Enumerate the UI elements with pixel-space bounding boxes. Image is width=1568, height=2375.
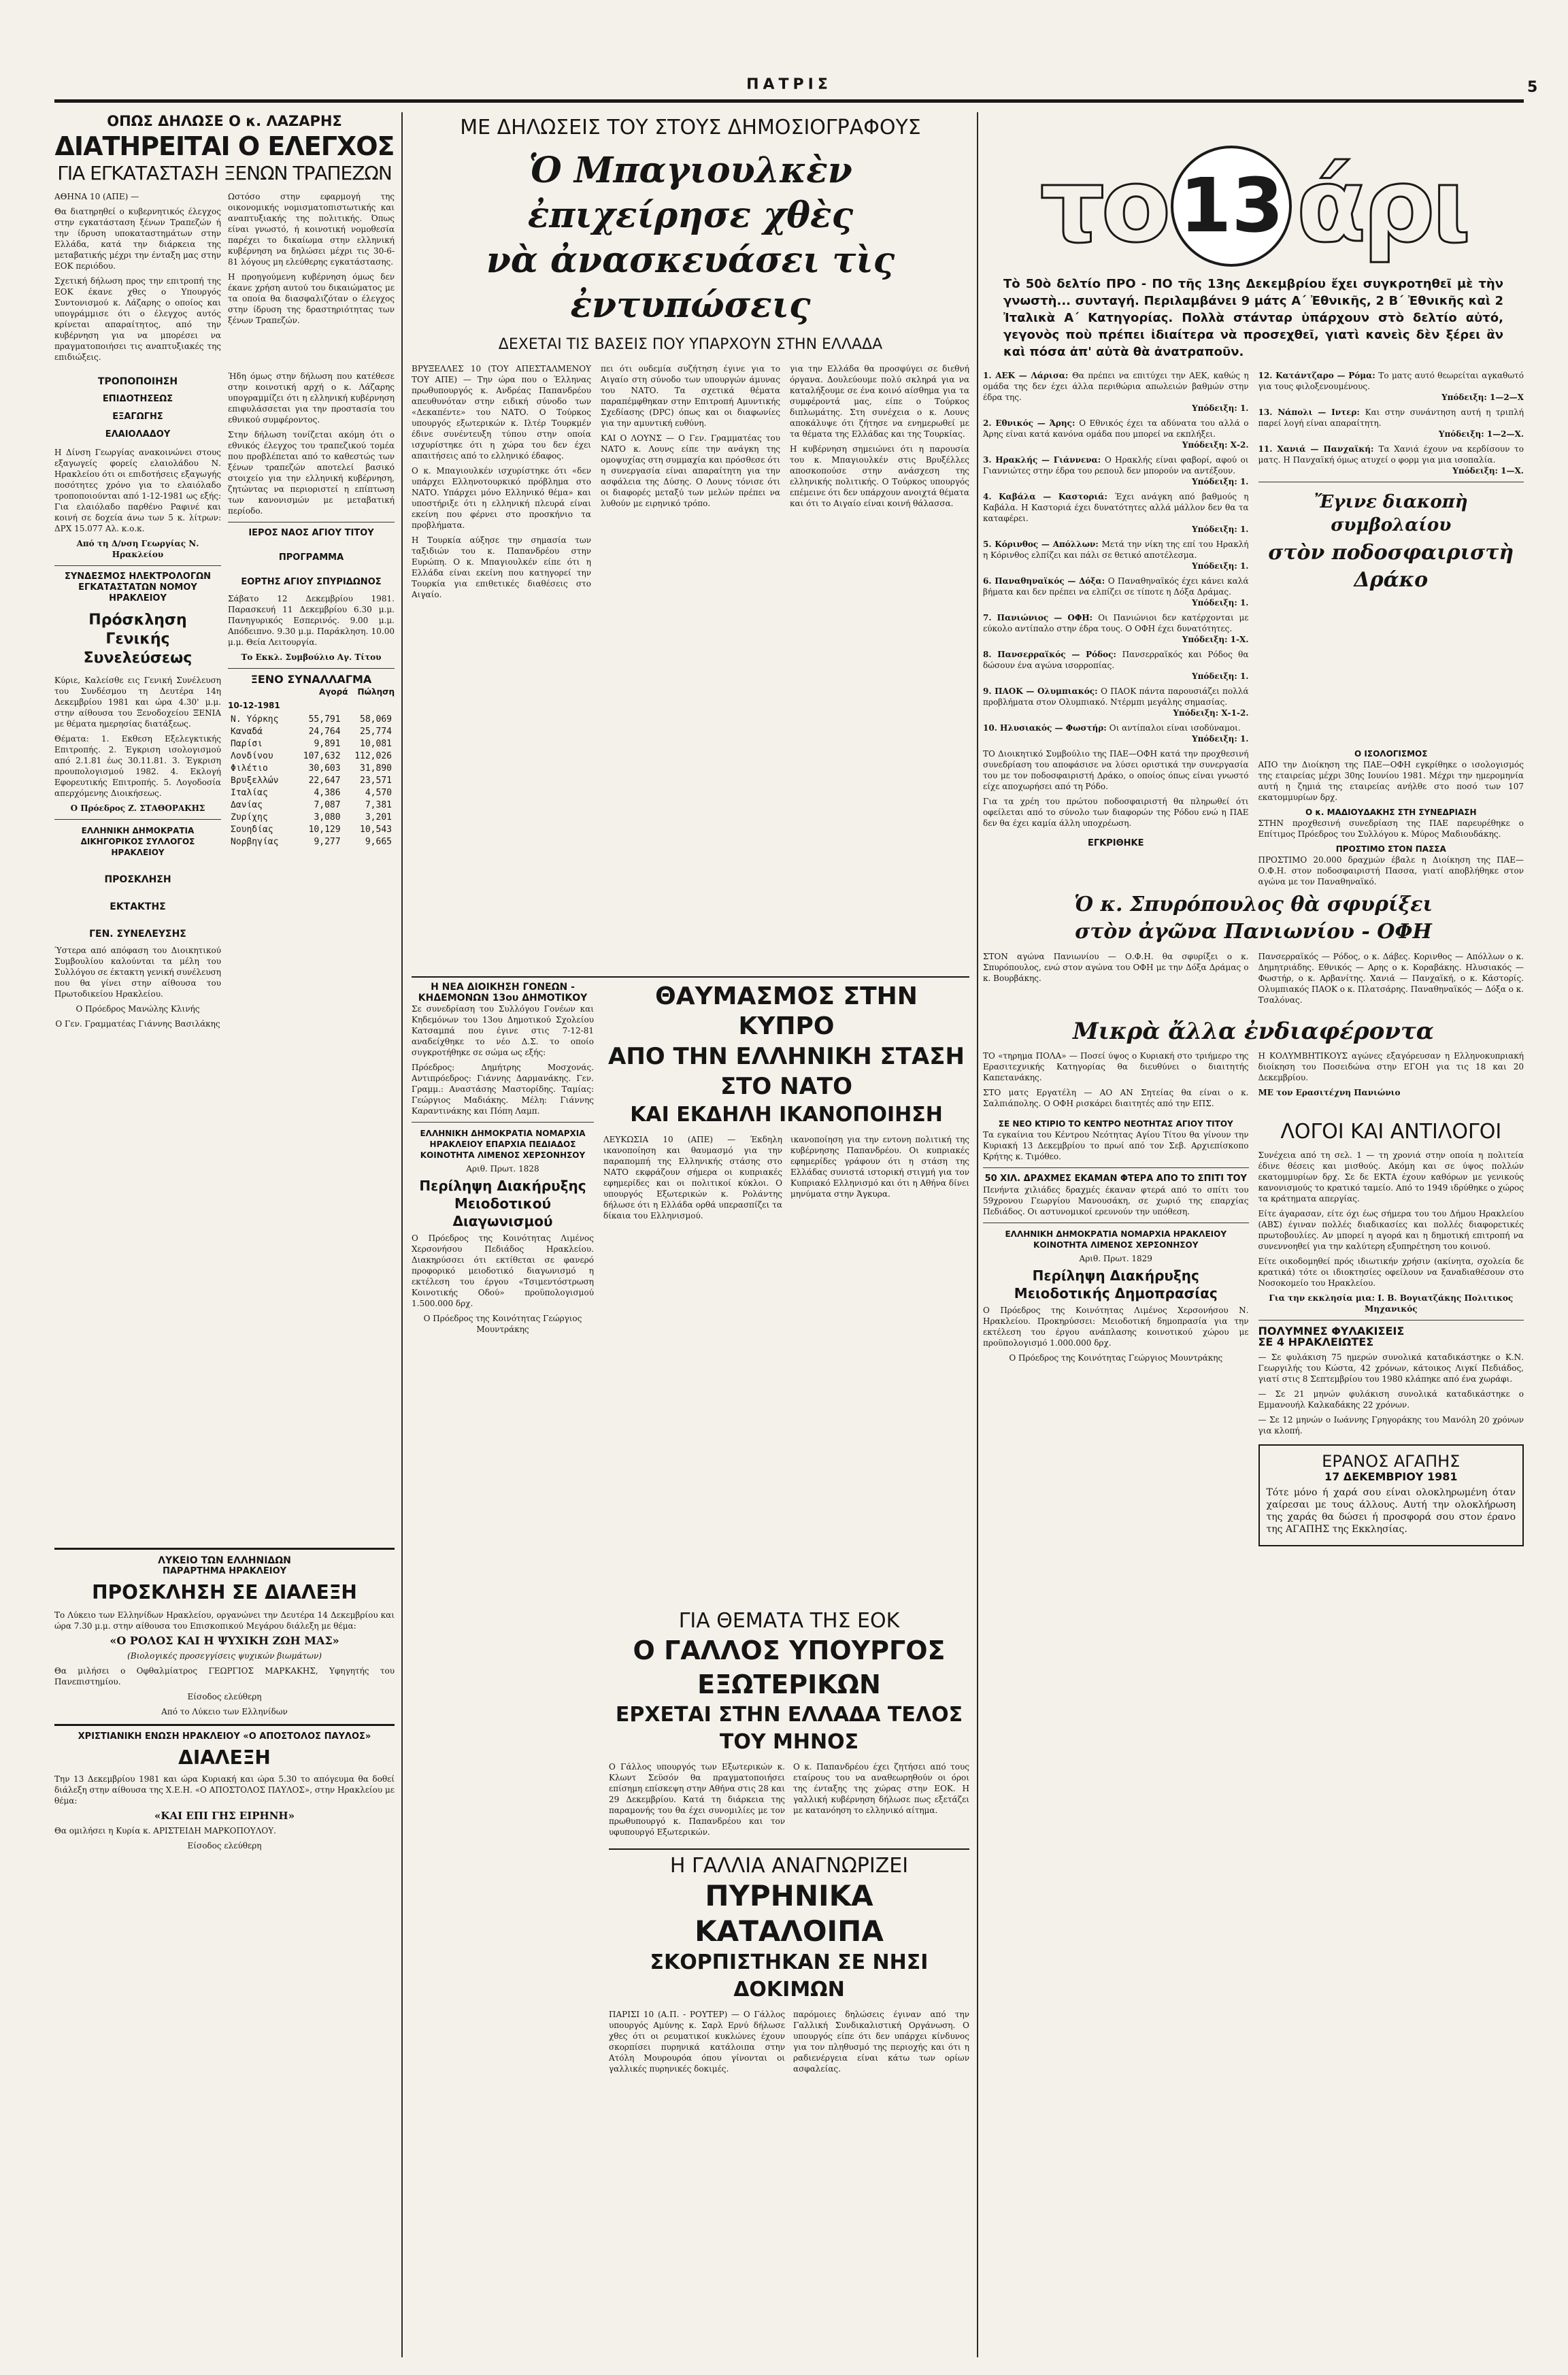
match-item xyxy=(983,370,1249,414)
notice-signature: Από τη Δ/νση Γεωργίας Ν. Ηρακλείου xyxy=(76,539,199,559)
match-item xyxy=(983,576,1249,608)
egkrithike-kicker: ΕΓΚΡΙΘΗΚΕ xyxy=(1088,838,1144,848)
match-prediction: Υπόδειξη: 1. xyxy=(1192,734,1249,744)
baillou-paragraph: πει ότι ουδεμία συζήτηση έγινε για το Αιγαίο στη σύνοδο των υπουργών άμυνας του ΝΑΤΟ. Τα σχετικά θέματα παραπέμφθηκαν στην Επιτροπή Αμυντικής Σχεδίασης (DPC) όπως και οι διαφωνίες για την αμυντική ευθύνη. xyxy=(601,364,780,428)
match-text: Πανσερραϊκός και Ρόδος θα δώσουν ένα αγώνα ισορροπίας. xyxy=(983,650,1249,670)
eortis-paragraph: Σάβατο 12 Δεκεμβρίου 1981. Παρασκευή 11 Δεκεμβρίου 6.30 μ.μ. Πανηγυρικός Εσπερινός. 9.00 μ.μ. Απόδειπνο. 9.30 μ.μ. Παράκληση. 10.00 μ.μ. Θεία Λειτουργία. xyxy=(228,594,395,647)
logoi-title: ΛΟΓΟΙ ΚΑΙ ΑΝΤΙΛΟΓΟΙ xyxy=(1280,1120,1502,1144)
xeno-row xyxy=(228,714,395,726)
fylakes-paragraph: — Σε φυλάκιση 75 ημερών συνολικά καταδικάστηκε ο Κ.Ν. Γεωργιλής του Κώστα, 42 χρόνων, κάτοικος Λιγκί Πεδιάδος, γιατί στις 8 Σεπτεμβρίου του 1980 κλάπηκε από ένα χωράφι. xyxy=(1258,1352,1524,1384)
egkrithike-title: Ὁ κ. Σπυρόπουλος θὰ σφυρίξει xyxy=(1074,893,1433,916)
xeno-rate: 4,570 xyxy=(365,788,392,798)
xeno-currency: Ζυρίχης xyxy=(231,812,268,823)
xeno-rate: 4,386 xyxy=(314,788,341,798)
match-prediction: Υπόδειξη: 1. xyxy=(1192,525,1249,534)
lazaris-subtitle: ΓΙΑ ΕΓΚΑΤΑΣΤΑΣΗ ΞΕΝΩΝ ΤΡΑΠΕΖΩΝ xyxy=(57,162,392,184)
lazaris-paragraph: Η προηγούμενη κυβέρνηση όμως δεν έκανε χρήση αυτού του δικαιώματος με τα οποία θα διασφαλιζόταν ο έλεγχος στην ίδρυση της δραστηριότητας των ξένων Τραπεζών. xyxy=(228,272,395,325)
drako-title-2: στὸν ποδοσφαιριστὴ Δράκο xyxy=(1268,541,1514,592)
xeno-row xyxy=(228,799,395,812)
eok-kicker: ΓΙΑ ΘΕΜΑΤΑ ΤΗΣ ΕΟΚ xyxy=(678,1609,900,1633)
xeno-rate: 22,647 xyxy=(308,776,341,786)
eok-title: Ο ΓΑΛΛΟΣ ΥΠΟΥΡΓΟΣ ΕΞΩΤΕΡΙΚΩΝ xyxy=(633,1635,946,1699)
baillou-paragraph: Η κυβέρνηση σημειώνει ότι η παρουσία του κ. Μπαγιουλκέν στις Βρυξέλλες αποσκοπούσε στην ανάσχεση της ελληνικής πολιτικής. Ο Τούρκος υπουργός επέμεινε ότι δεν υπάρχουν ανοιχτά θέματα και ότι το Αιγαίο είναι κοινή θάλασσα. xyxy=(790,444,969,508)
gallia-title: ΠΥΡΗΝΙΚΑ ΚΑΤΑΛΟΙΠΑ xyxy=(695,1879,884,1948)
match-prediction: Υπόδειξη: 1—2—Χ. xyxy=(1438,429,1524,439)
baillou-paragraph: ΒΡΥΞΕΛΛΕΣ 10 (ΤΟΥ ΑΠΕΣΤΑΛΜΕΝΟΥ ΤΟΥ ΑΠΕ) — Την ώρα που ο Έλληνας πρωθυπουργός κ. Ανδρέας Παπανδρέου απευθυνόταν στην ειδική σύνοδο των «Δεκαπέντε» του ΝΑΤΟ. Ο Τούρκος υπουργός εξωτερικών κ. Ιλτέρ Τουρκμέν έδινε συνέντευξη τύπου στην οποία ισχυρίστηκε ότι η χώρα του δεν έχει απαιτήσεις από το ελληνικό έδαφος. xyxy=(412,364,591,461)
xeno-row xyxy=(228,738,395,750)
thirteen-logo xyxy=(983,136,1524,276)
kypros-paragraph: ΛΕΥΚΩΣΙΑ 10 (ΑΠΕ) — Έκδηλη ικανοποίηση και θαυμασμό για την παραπομπή της Ελληνικής στάσης στο ΝΑΤΟ εκφράζουν σήμερα οι κυπριακές εφημερίδες και οι πολιτικοί κύκλοι. Ο υπουργός Εξωτερικών κ. Ρολάντης δήλωσε ότι η Ελλάδα ορθά υπερασπίζει τα δίκαια του Ελληνισμού. xyxy=(603,1135,782,1220)
lykeio-subtheme: (Βιολογικές προσεγγίσεις ψυχικών βιωμάτων) xyxy=(127,1651,322,1661)
xeno-rate: 107,632 xyxy=(303,751,341,761)
egkrithike-title-2: στὸν ἀγῶνα Πανιωνίου - ΟΦΗ xyxy=(1075,920,1432,944)
diak2-title: Περίληψη Διακήρυξης Μειοδοτικής Δημοπρασίας xyxy=(1014,1267,1218,1301)
prosklisi-themes: Θέματα: 1. Εκθεση Εξελεγκτικής Επιτροπής. 2. Έγκριση ισολογισμού από 2.1.81 έως 30.11.81. 3. Έγκριση προυπολογισμού 1982. 4. Εκλογή Εφορευτικής Επιτροπής. 5. Λογοδοσία απερχόμενης Διοικήσεως. xyxy=(54,734,221,798)
eok-paragraph: Ο Γάλλος υπουργός των Εξωτερικών κ. Κλωντ Σεϋσόν θα πραγματοποιήσει επίσημη επίσκεψη στην Αθήνα στις 28 και 29 Δεκεμβρίου. Κατά τη διάρκεια της παραμονής του θα έχει συνομιλίες με τον πρωθυπουργό κ. Παπανδρέου και τον υφυπουργό Εξωτερικών. xyxy=(609,1762,786,1837)
match-name: 6. Παναθηναϊκός — Δόξα: xyxy=(983,576,1108,586)
fylakes-paragraph: — Σε 12 μηνών ο Ιωάννης Γρηγοράκης του Μανόλη 20 χρόνων για κλοπή. xyxy=(1258,1415,1524,1435)
lazaris-title: ΔΙΑΤΗΡΕΙΤΑΙ Ο ΕΛΕΓΧΟΣ xyxy=(54,131,395,161)
lazaris-paragraph: Ωστόσο στην εφαρμογή της οικονομικής νομισματοπιστωτικής και αναπτυξιακής της πολιτικής. Όπως είναι γνωστό, ή κοινοτική νομοθεσία παρέχει το δικαίωμα στην ελληνική κυβέρνηση να δηλώσει μέχρι τις 30-6-81 λόγους μη ελεύθερης εγκατάστασης. xyxy=(228,192,395,267)
eok-title-2: ΕΡΧΕΤΑΙ ΣΤΗΝ ΕΛΛΑΔΑ ΤΕΛΟΣ ΤΟΥ ΜΗΝΟΣ xyxy=(615,1703,963,1754)
lykeio-paragraph: Το Λύκειο των Ελληνίδων Ηρακλείου, οργανώνει την Δευτέρα 14 Δεκεμβρίου και ώρα 7.30 μ.μ. στην αίθουσα του Επισκοπικού Μεγάρου διάλεξη με θέμα: xyxy=(54,1610,395,1631)
baillou-paragraph: Η Τουρκία αύξησε την σημασία των ταξιδιών του κ. Παπανδρέου στην Ευρώπη. Ο κ. Μπαγιουλκέν είπε ότι η Ελλάδα είναι εκείνη που κατηγορεί την Τουρκία για επιθετικές διαθέσεις στο Αιγαίο. xyxy=(412,535,591,599)
drako-paragraph: Για τα χρέη του πρώτου ποδοσφαιριστή θα πληρωθεί ότι οφείλεται από το σύνολο των διαφορών της Ρόδου ενώ η ΠΑΕ δεν θα έχει καμία άλλη υποχρέωση. xyxy=(983,797,1249,828)
match-item xyxy=(983,612,1249,645)
xeno-row xyxy=(228,775,395,787)
match-prediction: Υπόδειξη: 1-Χ. xyxy=(1182,635,1249,644)
match-name: 8. Πανσερραϊκός — Ρόδος: xyxy=(983,650,1122,659)
matches-right xyxy=(1258,370,1524,476)
xeno-row xyxy=(228,824,395,836)
lykeio-signature: Από το Λύκειο των Ελληνίδων xyxy=(161,1707,288,1716)
diak2-paragraph: Ο Πρόεδρος της Κοινότητας Λιμένος Χερσονήσου Ν. Ηρακλείου. Προκηρύσσει: Μειοδοτική δημοπρασία για την εκτέλεση του έργου ανάπλασης κοινοτικού χώρου με προϋπολογισμό 1.000.000 δρχ. xyxy=(983,1306,1249,1348)
match-text: Οι αντίπαλοι είναι ισοδύναμοι. xyxy=(1109,723,1241,733)
demo-signature: Ο Πρόεδρος Μανώλης Κλινής xyxy=(76,1004,200,1014)
drako-title: Ἔγινε διακοπὴ συμβολαίου xyxy=(1314,492,1468,535)
match-name: 9. ΠΑΟΚ — Ολυμπιακός: xyxy=(983,686,1101,696)
match-text: Έχει ανάγκη από βαθμούς η Καβάλα. Η Καστοριά έχει δυνατότητες αλλά μάλλον δεν θα τα καταφέρει. xyxy=(983,492,1249,523)
xeno-currency: Δανίας xyxy=(231,800,263,810)
diak2-arith: Αριθ. Πρωτ. 1829 xyxy=(1079,1254,1152,1263)
notice-heading: ΤΡΟΠΟΠΟΙΗΣΗ xyxy=(97,376,178,387)
xeno-rate: 9,665 xyxy=(365,837,392,847)
lazaris-paragraph: Στην δήλωση τονίζεται ακόμη ότι ο εθνικός έλεγχος του τραπεζικού τομέα που προβλέπεται από το καθεστώς των ξένων τραπεζών αποτελεί βασικό στοιχείο για την ελληνική κυβέρνηση, ζητώντας να περιοριστεί η επίπτωση των κανονισμών με μεταβατική περίοδο. xyxy=(228,430,395,516)
xeno-rate: 55,791 xyxy=(308,714,341,725)
neolaia-title: ΣΕ ΝΕΟ ΚΤΙΡΙΟ ΤΟ ΚΕΝΤΡΟ ΝΕΟΤΗΤΑΣ ΑΓΙΟΥ ΤΙΤΟΥ xyxy=(998,1119,1233,1129)
xeno-currency: Λονδίνου xyxy=(231,751,273,761)
demo-header: ΕΛΛΗΝΙΚΗ ΔΗΜΟΚΡΑΤΙΑ ΔΙΚΗΓΟΡΙΚΟΣ ΣΥΛΛΟΓΟΣ ΗΡΑΚΛΕΙΟΥ xyxy=(80,826,195,857)
baillou-title: Ὁ Μπαγιουλκὲν ἐπιχείρησε χθὲς xyxy=(527,150,854,236)
match-prediction: Υπόδειξη: Χ-2. xyxy=(1182,440,1249,450)
xeno-row xyxy=(228,726,395,738)
xeno-currency: Καναδά xyxy=(231,727,263,737)
kypros-paragraph: ικανοποίηση για την εντονη πολιτική της κυβέρνησης Παπανδρέου. Οι κυπριακές εφημερίδες γράφουν ότι η στάση της Ελλάδας συνιστά ιστορική στιγμή για τον Κυπριακό Ελληνισμό και ότι η Αθήνα δίνει μηνύματα στην Άγκυρα. xyxy=(790,1135,969,1199)
logo-ball: 13 xyxy=(1171,146,1292,267)
prostimo-paragraph: ΠΡΟΣΤΙΜΟ 20.000 δραχμών έβαλε η Διοίκηση της ΠΑΕ—Ο.Φ.Η. στον ποδοσφαιριστή Πασσα, γιατί αποβλήθηκε στον αγώνα με τον Παναθηναϊκό. xyxy=(1258,855,1524,886)
xeno-rate: 24,764 xyxy=(308,727,341,737)
isologismos-heading: Ο ΙΣΟΛΟΓΙΣΜΟΣ xyxy=(1354,749,1428,759)
notice-heading: ΕΞΑΓΩΓΗΣ xyxy=(112,412,163,422)
xristianiki-title: ΧΡΙΣΤΙΑΝΙΚΗ ΕΝΩΣΗ ΗΡΑΚΛΕΙΟΥ «Ο ΑΠΟΣΤΟΛΟΣ ΠΑΥΛΟΣ» xyxy=(78,1731,371,1742)
xeno-row xyxy=(228,836,395,848)
egkrithike-paragraph: ΣΤΟΝ αγώνα Πανιωνίου — Ο.Φ.Η. θα σφυρίξει ο κ. Σπυρόπουλος, ενώ στον αγώνα του ΟΦΗ με την Δόξα Δράμας ο κ. Βουρβάκης. xyxy=(983,952,1249,983)
xeno-rate: 9,277 xyxy=(314,837,341,847)
baillou-subtitle: ΔΕΧΕΤΑΙ ΤΙΣ ΒΑΣΕΙΣ ΠΟΥ ΥΠΑΡΧΟΥΝ ΣΤΗΝ ΕΛΛΑΔΑ xyxy=(498,336,883,353)
demo-gen: ΓΕΝ. ΣΥΝΕΛΕΥΣΗΣ xyxy=(89,929,186,940)
demo-signature: Ο Γεν. Γραμματέας Γιάννης Βασιλάκης xyxy=(55,1019,220,1029)
xeno-rate: 7,381 xyxy=(365,800,392,810)
match-text: Οι Πανιώνιοι δεν κατέρχονται με εύκολο αντίπαλο στην έδρα τους. Ο ΟΦΗ έχει δυνατότητες. xyxy=(983,613,1249,633)
match-name: 13. Νάπολι — Ιντερ: xyxy=(1258,408,1365,417)
match-name: 1. ΑΕΚ — Λάρισα: xyxy=(983,371,1073,380)
xristianiki-entry: Είσοδος ελεύθερη xyxy=(187,1841,262,1850)
diak1-arith: Αριθ. Πρωτ. 1828 xyxy=(466,1164,539,1174)
lykeio-line2: ΠΑΡΑΡΤΗΜΑ ΗΡΑΚΛΕΙΟΥ xyxy=(162,1566,287,1576)
prosklisi-title: Πρόσκληση Γενικής Συνελεύσεως xyxy=(83,612,193,667)
programma-heading: ΠΡΟΓΡΑΜΜΑ xyxy=(278,552,344,563)
kypros-title-2: ΑΠΟ ΤΗΝ ΕΛΛΗΝΙΚΗ ΣΤΑΣΗ ΣΤΟ ΝΑΤΟ xyxy=(608,1043,965,1100)
lazaris-paragraph: Θα διατηρηθεί ο κυβερνητικός έλεγχος στην εγκατάσταση ξένων Τραπεζών ή την ίδρυση υποκαταστημάτων στην Ελλάδα, κατά την διάρκεια της μεταβατικής μέχρι την ένταξη μας στην ΕΟΚ περιόδου. xyxy=(54,207,221,271)
syndesmos-heading: ΣΥΝΔΕΣΜΟΣ ΗΛΕΚΤΡΟΛΟΓΩΝ ΕΓΚΑΤΑΣΤΑΤΩΝ ΝΟΜΟΥ ΗΡΑΚΛΕΙΟΥ xyxy=(64,571,212,603)
match-name: 12. Κατάντζαρο — Ρόμα: xyxy=(1258,371,1379,380)
match-item xyxy=(983,454,1249,487)
madiou-paragraph: ΣΤΗΝ προχθεσινή συνεδρίαση της ΠΑΕ παρευρέθηκε ο Επίτιμος Πρόεδρος του Συλλόγου κ. Μύρος Μαδιουδάκης. xyxy=(1258,818,1524,839)
logo-text-left: το xyxy=(1039,146,1167,265)
lykeio-entry: Είσοδος ελεύθερη xyxy=(187,1692,262,1701)
masthead-title: ΠΑΤΡΙΣ xyxy=(746,76,832,93)
neolaia-paragraph: Τα εγκαίνια του Κέντρου Νεότητας Αγίου Τίτου θα γίνουν την Κυριακή 13 Δεκεμβρίου το πρωί από τον Σεβ. Αρχιεπίσκοπο Κρήτης κ. Τιμόθεο. xyxy=(983,1130,1249,1161)
xeno-date: 10-12-1981 xyxy=(228,701,280,710)
eortis-signature: Το Εκκλ. Συμβούλιο Αγ. Τίτου xyxy=(241,652,382,662)
xeno-rate: 3,080 xyxy=(314,812,341,823)
xeno-currency: Νορβηγίας xyxy=(231,837,279,847)
xeno-rate: 112,026 xyxy=(354,751,392,761)
prosklisi-paragraph: Κύριε, Καλείσθε εις Γενική Συνέλευση του Συνδέσμου τη Δευτέρα 14η Δεκεμβρίου 1981 και ώρα 4.30' μ.μ. στην αίθουσα του Ξενοδοχείου ΞΕΝΙΑ με θέματα ημερησίας διατάξεως. xyxy=(54,676,221,729)
kypros-title-3: ΚΑΙ ΕΚΔΗΛΗ ΙΚΑΝΟΠΟΙΗΣΗ xyxy=(630,1103,943,1127)
lykeio-line1: ΛΥΚΕΙΟ ΤΩΝ ΕΛΛΗΝΙΔΩΝ xyxy=(158,1555,291,1566)
lykeio-theme: «Ο ΡΟΛΟΣ ΚΑΙ Η ΨΥΧΙΚΗ ΖΩΗ ΜΑΣ» xyxy=(110,1634,339,1647)
match-item xyxy=(1258,444,1524,476)
match-prediction: Υπόδειξη: 1. xyxy=(1192,561,1249,571)
match-item xyxy=(983,723,1249,744)
notice-heading: ΕΠΙΔΟΤΗΣΕΩΣ xyxy=(102,394,173,404)
xeno-rate: 25,774 xyxy=(360,727,392,737)
fylakes-title-2: ΣΕ 4 ΗΡΑΚΛΕΙΩΤΕΣ xyxy=(1258,1335,1374,1348)
lazaris-kicker: ΟΠΩΣ ΔΗΛΩΣΕ Ο κ. ΛΑΖΑΡΗΣ xyxy=(107,113,342,129)
mikra-paragraph: ΤΟ «τηρημα ΠΟΛΑ» — Ποσεί ύψος ο Κυριακή στο τριήμερο της Ερασιτεχνικής Κατηγορίας θα διευθύνει ο διαιτητής Καπετανάκης. xyxy=(983,1051,1249,1082)
notice-heading: ΕΛΑΙΟΛΑΔΟΥ xyxy=(105,429,171,439)
xeno-table xyxy=(228,714,395,848)
lazaris-paragraph: Σχετική δήλωση προς την επιτροπή της ΕΟΚ έκανε χθες ο Υπουργός Συντονισμού κ. Λάζαρης ο οποίος και υπογράμμισε ότι ο έλεγχος αυτός κρίνεται απαραίτητος, από την κυβέρνηση για να μπορέσει να πραγματοποιήσει τις αναπτυξιακές της επιδιώξεις. xyxy=(54,276,221,362)
match-name: 5. Κόρινθος — Απόλλων: xyxy=(983,539,1102,549)
xristianiki-paragraph: Την 13 Δεκεμβρίου 1981 και ώρα Κυριακή και ώρα 5.30 το απόγευμα θα δοθεί διάλεξη στην αίθουσα της Χ.Ε.Η. «Ο ΑΠΟΣΤΟΛΟΣ ΠΑΥΛΟΣ», στην Ηρακλείου με θέμα: xyxy=(54,1774,395,1806)
match-name: 2. Εθνικός — Άρης: xyxy=(983,418,1080,428)
xeno-currency: Σουηδίας xyxy=(231,825,273,835)
match-text: Το ματς αυτό θεωρείται αγκαθωτό για τους φιλοξενουμένους. xyxy=(1258,371,1524,391)
eranos-date: 17 ΔΕΚΕΜΒΡΙΟΥ 1981 xyxy=(1324,1470,1458,1483)
logoi-paragraph: Είτε άγαρασαν, είτε όχι έως σήμερα του του Δήμου Ηρακλείου (ΑΒΣ) έγιναν πολλές διαδικασίες και πολλές διαφορετικές πρωτοβουλίες. Αν μπορεί η αγορά και η δημοτική επιτροπή να συνεννοηθεί για την καλύτερη εξυπηρέτηση του κοινού. xyxy=(1258,1209,1524,1251)
xeno-rate: 10,543 xyxy=(360,825,392,835)
lazaris-article xyxy=(54,113,395,367)
eranos-paragraph: Τότε μόνο ή χαρά σου είναι ολοκληρωμένη όταν χαίρεσαι με τους άλλους. Αυτή την ολοκλήρωση της χαράς θα δώσει ή προσφορά σου στον έρανο της ΑΓΑΠΗΣ της Εκκλησίας. xyxy=(1266,1487,1516,1535)
xeno-col-sell: Πώληση xyxy=(357,687,395,697)
match-text: Ο Ηρακλής είναι φαβορί, αφού οι Γιαννιώτες στην έδρα του ρεπουλ δεν μπορούν να αντέξουν. xyxy=(983,455,1249,476)
prostimo-heading: ΠΡΟΣΤΙΜΟ ΣΤΟΝ ΠΑΣΣΑ xyxy=(1335,844,1446,854)
diak1-signature: Ο Πρόεδρος της Κοινότητας Γεώργιος Μουντράκης xyxy=(423,1314,582,1334)
match-item xyxy=(983,686,1249,718)
match-text: Ο Εθνικός έχει τα αδύνατα του αλλά ο Άρης είναι κατά κανόνα ομάδα που μπορεί να εκπλήξει. xyxy=(983,418,1249,439)
match-prediction: Υπόδειξη: 1. xyxy=(1192,477,1249,486)
xeno-rate: 7,087 xyxy=(314,800,341,810)
match-name: 4. Καβάλα — Καστοριά: xyxy=(983,492,1115,501)
xeno-row xyxy=(228,763,395,775)
match-prediction: Υπόδειξη: 1—2—Χ xyxy=(1441,393,1524,402)
mikra-paragraph: ΣΤΟ ματς Εργατέλη — ΑΟ ΑΝ Σητείας θα είναι ο κ. Σαλπιάπολης. Ο ΟΦΗ ρισκάρει διαιτητές από την ΕΠΣ. xyxy=(983,1088,1249,1108)
match-name: 11. Χανιά — Πανχαϊκή: xyxy=(1258,444,1379,454)
match-prediction: Υπόδειξη: 1. xyxy=(1192,598,1249,608)
middle-column xyxy=(412,116,969,2074)
match-item xyxy=(983,418,1249,450)
matches-left xyxy=(983,370,1249,748)
logoi-signature: Για την εκκλησία μια: Ι. Β. Βογιατζάκης Πολιτικος Μηχανικός xyxy=(1269,1293,1514,1314)
right-column xyxy=(983,116,1524,1552)
baillou-paragraph: για την Ελλάδα θα προσφύγει σε διεθνή όργανα. Δουλεύουμε πολύ σκληρά για να καταλήξουμε σε ένα κοινό αίσθημα για τα συμφέροντά μας, είπε ο Τούρκος διπλωμάτης. Στη συνέχεια ο κ. Λουνς αποκάλυψε ότι ζήτησε να ενημερωθεί με τα θέματα της Ελλάδας και της Τουρκίας. xyxy=(790,364,969,439)
match-text: Μετά την νίκη της επί του Ηρακλή η Κόρινθος ελπίζει και πάλι σε θετικό αποτέλεσμα. xyxy=(983,539,1249,560)
naos-heading: ΙΕΡΟΣ ΝΑΟΣ ΑΓΙΟΥ ΤΙΤΟΥ xyxy=(248,528,374,538)
ekdilosi-title: Η ΝΕΑ ΔΙΟΙΚΗΣΗ ΓΟΝΕΩΝ - ΚΗΔΕΜΟΝΩΝ 13ου ΔΗΜΟΤΙΚΟΥ xyxy=(418,982,588,1003)
logo-text-right: άρι xyxy=(1296,146,1467,265)
ekdilosi-paragraph: Σε συνεδρίαση του Συλλόγου Γονέων και Κηδεμόνων του 13ου Δημοτικού Σχολείου Κατσαμπά που έγινε στις 7-12-81 αναδείχθηκε το νέο Δ.Σ. το οποίο συγκροτήθηκε σε σώμα ως εξής: xyxy=(412,1004,594,1057)
match-text: Τα Χανιά έχουν να κερδίσουν το ματς. Η Πανχαϊκή όμως ατυχεί ο φορμ για μια ισοπαλία. xyxy=(1258,444,1524,465)
demo-paragraph: Ύστερα από απόφαση του Διοικητικού Συμβουλίου καλούνται τα μέλη του Συλλόγου σε έκτακτη γενική συνέλευση που θα γίνει στην αίθουσα του Πρωτοδικείου Ηρακλείου. xyxy=(54,946,221,999)
eranos-box xyxy=(1258,1444,1524,1546)
match-item xyxy=(1258,370,1524,403)
match-item xyxy=(983,649,1249,682)
baillou-paragraph: ΚΑΙ Ο ΛΟΥΝΣ — Ο Γεν. Γραμματέας του ΝΑΤΟ κ. Λουνς είπε την ανάγκη της ομοψυχίας στη συμμαχία και πρόσθεσε ότι η συνεργασία είναι απαραίτητη για την ασφάλεια της Δύσης. Ο Λουνς τόνισε ότι οι διαφορές μεταξύ των μελών πρέπει να λυθούν με ειρηνικό τρόπο. xyxy=(601,433,780,508)
prosklisi-signature: Ο Πρόεδρος Z. ΣΤΑΘΟΡΑΚΗΣ xyxy=(70,803,205,813)
column-rule xyxy=(977,112,978,2357)
page-number: 5 xyxy=(1527,79,1538,96)
xeno-currency: Βρυξελλών xyxy=(231,776,279,786)
xeno-col-buy: Αγορά xyxy=(318,687,348,697)
eortis-heading: ΕΟΡΤΗΣ ΑΓΙΟΥ ΣΠΥΡΙΔΩΝΟΣ xyxy=(241,577,382,587)
lazaris-paragraph: Ήδη όμως στην δήλωση που κατέθεσε στην κοινοτική αρχή ο κ. Λάζαρης υπογραμμίζει ότι η ελληνική κυβέρνηση επιφυλάσσεται για την προστασία του εθνικού συμφέροντος. xyxy=(228,371,395,425)
eok-paragraph: Ο κ. Παπανδρέου έχει ζητήσει από τους εταίρους του να αναθεωρηθούν οι όροι της ένταξης της χώρας στην ΕΟΚ. Η γαλλική κυβέρνηση δήλωσε πως εξετάζει με κατανόηση το ελληνικό αίτημα. xyxy=(793,1762,969,1815)
xeno-currency: Ν. Υόρκης xyxy=(231,714,279,725)
drachmes-title: 50 ΧΙΛ. ΔΡΑΧΜΕΣ ΕΚΑΜΑΝ ΦΤΕΡΑ ΑΠΟ ΤΟ ΣΠΙΤΙ ΤΟΥ xyxy=(984,1174,1247,1184)
xeno-currency: Ιταλίας xyxy=(231,788,268,798)
diak1-title: Περίληψη Διακήρυξης Μειοδοτικού Διαγωνισμού xyxy=(419,1178,586,1229)
column-rule xyxy=(401,112,403,2357)
newspaper-masthead xyxy=(54,76,1524,103)
match-item xyxy=(1258,407,1524,439)
madiou-heading: Ο κ. ΜΑΔΙΟΥΔΑΚΗΣ ΣΤΗ ΣΥΝΕΔΡΙΑΣΗ xyxy=(1305,808,1477,817)
match-text: Και στην συνάντηση αυτή η τριπλή παρεί λογή είναι απαραίτητη. xyxy=(1258,408,1524,428)
xeno-currency: Φιλέτιο xyxy=(231,763,268,774)
match-text: Ο Παναθηναϊκός έχει κάνει καλά βήματα και δεν πρέπει να ελπίζει σε τίποτε η Δόξα Δράμας. xyxy=(983,576,1249,597)
baillou-title-2: νὰ ἀνασκευάσει τὶς ἐντυπώσεις xyxy=(486,239,895,326)
match-name: 7. Πανιώνιος — ΟΦΗ: xyxy=(983,613,1099,622)
xristianiki-theme: «ΚΑΙ ΕΠΙ ΓΗΣ ΕΙΡΗΝΗ» xyxy=(154,1810,295,1822)
kypros-title: ΘΑΥΜΑΣΜΟΣ ΣΤΗΝ ΚΥΠΡΟ xyxy=(655,982,918,1040)
gallia-kicker: Η ΓΑΛΛΙΑ ΑΝΑΓΝΩΡΙΖΕΙ xyxy=(669,1854,909,1878)
isologismos-paragraph: ΑΠΟ την Διοίκηση της ΠΑΕ—ΟΦΗ εγκρίθηκε ο ισολογισμός της εταιρείας μέχρι 30ης Ιουνίου 1981. Μέχρι την ημερομηνία αυτή η ζημιά της εταιρείας ανήλθε στο ποσό των 107 εκατομμυρίων δρχ. xyxy=(1258,760,1524,802)
logoi-paragraph: Είτε οικοδομηθεί πρός ιδιωτικήν χρήσιν (ακίνητα, σχολεία δε κρατικά) τότε οι ιδιοκτησίες οφείλουν να ξαναδιαθέσουν στο Νοσοκομείο του Ηρακλείου. xyxy=(1258,1257,1524,1288)
match-item xyxy=(983,539,1249,571)
egkrithike-list: Πανσερραϊκός — Ρόδος, ο κ. Δάβες. Κορινθος — Απόλλων ο κ. Δημητριάδης. Εθνικός — Αρης ο κ. Κοραβάκης. Ηλυσιακός — Φωστήρ, ο κ. Αρβανίτης. Χανιά — Πανχαϊκή, ο κ. Κάστορίς. Ολυμπιακός ΠΑΟΚ ο κ. Πλατσάρης. Παναθηναϊκός — Δόξα ο κ. Τσαλόνας. xyxy=(1258,952,1524,1005)
logoi-paragraph: Συνέχεια από τη σελ. 1 — τη χρονιά στην οποία η πολιτεία έδινε θέσεις και μισθούς. Ακόμη και σε ύψος πολλών εκατομμυρίων δρχ. Σε δε ΕΚΤΑ έχουν καθόρων με γενικούς κανονισμούς το κρατικό ταμείο. Από το 1949 ιδρύθηκε ο χώρος τα κράτηματα απεργίας. xyxy=(1258,1150,1524,1203)
match-prediction: Υπόδειξη: 1—Χ. xyxy=(1452,466,1524,476)
mikra-footer: ΜΕ τον Ερασιτέχνη Πανιώνιο xyxy=(1258,1088,1401,1097)
xeno-title: ΞΕΝΟ ΣΥΝΑΛΛΑΓΜΑ xyxy=(250,673,372,686)
xeno-rate: 9,891 xyxy=(314,739,341,749)
diak2-header: ΕΛΛΗΝΙΚΗ ΔΗΜΟΚΡΑΤΙΑ ΝΟΜΑΡΧΙΑ ΗΡΑΚΛΕΙΟΥ ΚΟΙΝΟΤΗΤΑ ΛΙΜΕΝΟΣ ΧΕΡΣΟΝΗΣΟΥ xyxy=(1005,1229,1227,1250)
match-name: 10. Ηλυσιακός — Φωστήρ: xyxy=(983,723,1110,733)
drako-paragraph: ΤΟ Διοικητικό Συμβούλιο της ΠΑΕ—ΟΦΗ κατά την προχθεσινή συνεδρίαση του αποφάσισε να λύσει οριστικά την συνεργασία του με τον ποδοσφαιριστή Δράκο, ο οποίος όπως είναι γνωστό είχε αποχωρήσει από τη Ρόδο. xyxy=(983,749,1249,791)
lazaris-dateline: ΑΘΗΝΑ 10 (ΑΠΕ) — xyxy=(54,192,139,201)
xeno-rate: 10,129 xyxy=(308,825,341,835)
gallia-title-2: ΣΚΟΡΠΙΣΤΗΚΑΝ ΣΕ ΝΗΣΙ ΔΟΚΙΜΩΝ xyxy=(650,1950,929,2002)
diak2-signature: Ο Πρόεδρος της Κοινότητας Γεώργιος Μουντράκης xyxy=(1009,1353,1223,1363)
eranos-title: ΕΡΑΝΟΣ ΑΓΑΠΗΣ xyxy=(1322,1452,1461,1471)
notice-paragraph: Η Δίνση Γεωργίας ανακοινώνει στους εξαγωγείς φορείς ελαιολάδου Ν. Ηρακλείου ότι οι επιδοτήσεις εξαγωγής ποσότητες χρόνο για το ελαιόλαδο τροποποιούνται από 1-12-1981 ως εξής: Για ελαιόλαδο παρθένο Ραφινέ και κοινή σε δοχεία άνω των 5 κ. λίτρων: ΔΡΧ 15.077 Αλ. κ.ο.κ. xyxy=(54,448,221,533)
match-prediction: Υπόδειξη: Χ-1-2. xyxy=(1173,708,1249,718)
xristianiki-speaker: Θα ομιλήσει η Κυρία κ. ΑΡΙΣΤΕΙΔΗ ΜΑΡΚΟΠΟΥΛΟΥ. xyxy=(54,1826,276,1836)
xeno-row xyxy=(228,787,395,799)
mikra-title: Μικρὰ ἄλλα ἐνδιαφέροντα xyxy=(1073,1018,1434,1045)
fylakes-title: ΠΟΛΥΜΝΕΣ ΦΥΛΑΚΙΣΕΙΣ xyxy=(1258,1325,1405,1338)
match-prediction: Υπόδειξη: 1. xyxy=(1192,403,1249,413)
thirteen-intro: Τὸ 50ὸ δελτίο ΠΡΟ - ΠΟ τῆς 13ης Δεκεμβρίου ἔχει συγκροτηθεῖ μὲ τὴν γνωστὴ... συνταγή. Περιλαμβάνει 9 μάτς Α΄ Ἐθνικῆς, 2 Β΄ Ἐθνικῆς καὶ 2 Ἰταλικὰ Α΄ Κατηγορίας. Πολλὰ στάνταρ ὑπάρχουν στὸ δελτίο αὐτό, γεγονὸς ποὺ πρέπει ἰδιαίτερα νὰ προσεχθεῖ, γιατὶ κανεὶς δὲν ξέρει ἂν καὶ πόσα ἀπ' αὐτὰ θὰ ἀνατραποῦν. xyxy=(1003,277,1503,359)
demo-ektaktis: ΕΚΤΑΚΤΗΣ xyxy=(110,901,166,912)
mikra-paragraph: Η ΚΟΛΥΜΒΗΤΙΚΟΥΣ αγώνες εξαγόρευσαν η Ελληνοκυπριακή διοίκηση του Ποσειδώνα στην ΕΓΟΗ για τις 18 και 20 Δεκεμβρίου. xyxy=(1258,1051,1524,1082)
match-text: Θα πρέπει να επιτύχει την ΑΕΚ, καθώς η ομάδα της δεν έχει άλλα περιθώρια απωλειών βαθμών στην έδρα της. xyxy=(983,371,1249,402)
match-text: Ο ΠΑΟΚ πάντα παρουσιάζει πολλά προβλήματα στον Ολυμπιακό. Ντέρμπι μεγάλης σημασίας. xyxy=(983,686,1249,707)
fylakes-paragraph: — Σε 21 μηνών φυλάκιση συνολικά καταδικάστηκε ο Εμμανουήλ Καλκαδάκης 22 χρόνων. xyxy=(1258,1389,1524,1410)
xeno-row xyxy=(228,750,395,763)
demo-prosklisi: ΠΡΟΣΚΛΗΣΗ xyxy=(104,874,171,885)
diak1-header: ΕΛΛΗΝΙΚΗ ΔΗΜΟΚΡΑΤΙΑ ΝΟΜΑΡΧΙΑ ΗΡΑΚΛΕΙΟΥ ΕΠΑΡΧΙΑ ΠΕΔΙΑΔΟΣ ΚΟΙΝΟΤΗΤΑ ΛΙΜΕΝΟΣ ΧΕΡΣΟΝΗΣΟΥ xyxy=(420,1129,586,1160)
match-prediction: Υπόδειξη: 1. xyxy=(1192,671,1249,681)
xeno-rate: 3,201 xyxy=(365,812,392,823)
baillou-paragraph: Ο κ. Μπαγιουλκέν ισχυρίστηκε ότι «δεν υπάρχει Ελληνοτουρκικό πρόβλημα στο ΝΑΤΟ. Υπάρχει μόνο Ελληνικό θέμα» και υποστήριξε ότι η ελληνική πλευρά είναι εκείνη που φέρνει στο προσκήνιο τα προβλήματα. xyxy=(412,466,591,530)
lykeio-speaker: Θα μιλήσει ο Οφθαλμίατρος ΓΕΩΡΓΙΟΣ ΜΑΡΚΑΚΗΣ, Υφηγητής του Πανεπιστημίου. xyxy=(54,1666,395,1687)
diak1-paragraph: Ο Πρόεδρος της Κοινότητας Λιμένος Χερσονήσου Πεδιάδος Ηρακλείου. Διακηρύσσει ότι εκτίθεται σε φανερό προφορικό μειοδοτικό διαγωνισμό η εκτέλεση του έργου «Τσιμεντόστρωση Κοινοτικής Οδού» προϋπολογισμού 1.500.000 δρχ. xyxy=(412,1233,594,1308)
xeno-row xyxy=(228,812,395,824)
drachmes-paragraph: Πενήντα χιλιάδες δραχμές έκαναν φτερά από το σπίτι του 59χρονου Γεωργίου Μανουσάκη, σε χωριό της επαρχίας Πεδιάδος. Οι αστυνομικοί ερευνούν την υπόθεση. xyxy=(983,1185,1249,1216)
match-name: 3. Ηρακλής — Γιάννενα: xyxy=(983,455,1105,465)
xeno-currency: Παρίσι xyxy=(231,739,263,749)
xeno-rate: 30,603 xyxy=(308,763,341,774)
ekdilosi-list: Πρόεδρος: Δημήτρης Μοσχονάς. Αντιπρόεδρος: Γιάννης Δαρμανάκης. Γεν. Γραμμ.: Αναστάσης Μαστορίδης. Ταμίας: Γεώργιος Μαδιάκης. Μέλη: Γιάννης Καραντινάκης και Πόπη Λαμπ. xyxy=(412,1063,594,1116)
gallia-paragraph: παρόμοιες δηλώσεις έγιναν από την Γαλλική Συνδικαλιστική Οργάνωση. Ο υπουργός είπε ότι δεν υπάρχει κίνδυνος για τον πληθυσμό της περιοχής και ότι η ραδιενέργεια είναι κάτω των ορίων ασφαλείας. xyxy=(793,2010,969,2074)
match-item xyxy=(983,491,1249,535)
lykeio-title: ΠΡΟΣΚΛΗΣΗ ΣΕ ΔΙΑΛΕΞΗ xyxy=(92,1581,357,1604)
left-column xyxy=(54,113,395,1850)
xeno-rate: 58,069 xyxy=(360,714,392,725)
gallia-paragraph: ΠΑΡΙΣΙ 10 (Α.Π. - ΡΟΥΤΕΡ) — Ο Γάλλος υπουργός Αμύνης κ. Σαρλ Ερνύ δήλωσε χθες ότι οι ρευματικοί κυκλώνες έχουν σκορπίσει πυρηνικά κατάλοιπα στην Ατόλη Μουρουρόα όπου γίνονται οι γαλλικές πυρηνικές δοκιμές. xyxy=(609,2010,785,2074)
xristianiki-dialexi: ΔΙΑΛΕΞΗ xyxy=(178,1746,271,1769)
xeno-rate: 10,081 xyxy=(360,739,392,749)
xeno-rate: 23,571 xyxy=(360,776,392,786)
baillou-kicker: ΜΕ ΔΗΛΩΣΕΙΣ ΤΟΥ ΣΤΟΥΣ ΔΗΜΟΣΙΟΓΡΑΦΟΥΣ xyxy=(460,116,921,139)
xeno-rate: 31,890 xyxy=(360,763,392,774)
